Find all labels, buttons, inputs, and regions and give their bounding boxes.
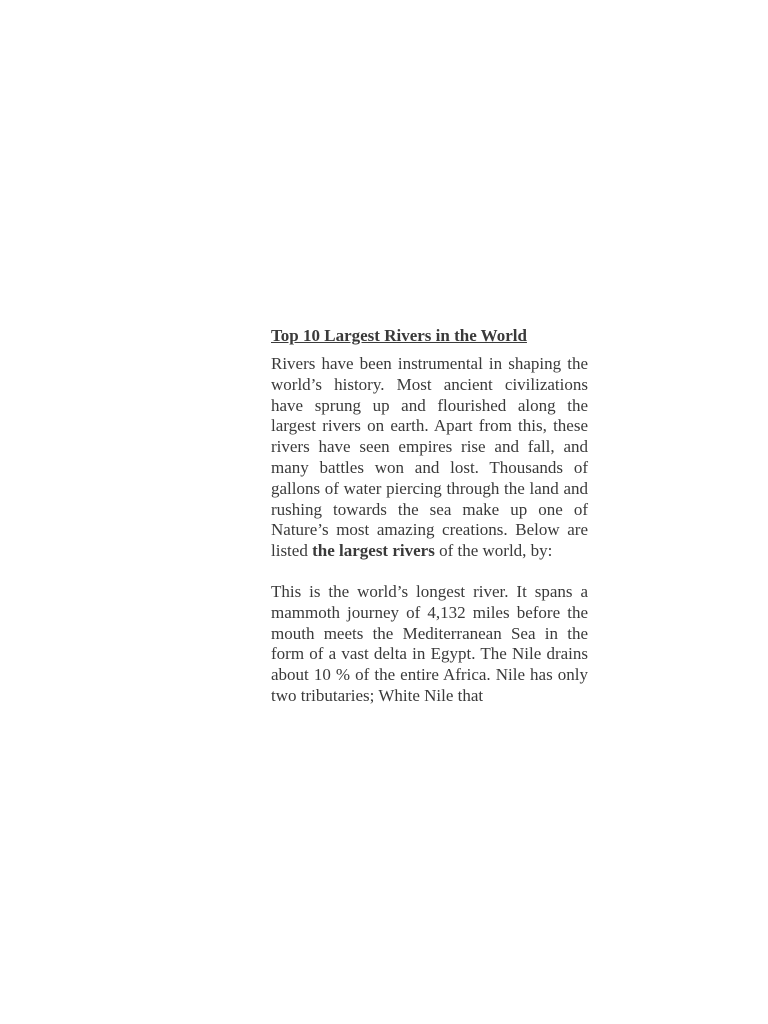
intro-text-before: Rivers have been instrumental in shaping the world’s history. Most ancient civilizations have sprung up and flourished along the largest rivers on earth. Apart from this, these rivers have seen empires rise and fall, and many battles won and lost. Thousands of gallons of water piercing through the land and rushing towards the sea make up one of Nature’s most amazing creations. Below are listed — [271, 354, 588, 561]
article-body — [271, 325, 588, 707]
intro-text-after: of the world, by: — [434, 541, 553, 561]
nile-paragraph: This is the world’s longest river. It spans a mammoth journey of 4,132 miles before the mouth meets the Mediterranean Sea in the form of a vast delta in Egypt. The Nile drains about 10 % of the entire Africa. Nile has only two tributaries; White Nile that — [271, 581, 588, 705]
article-title: Top 10 Largest Rivers in the World — [271, 326, 527, 345]
intro-paragraph — [271, 354, 588, 562]
intro-bold-phrase: the largest rivers — [312, 541, 435, 561]
